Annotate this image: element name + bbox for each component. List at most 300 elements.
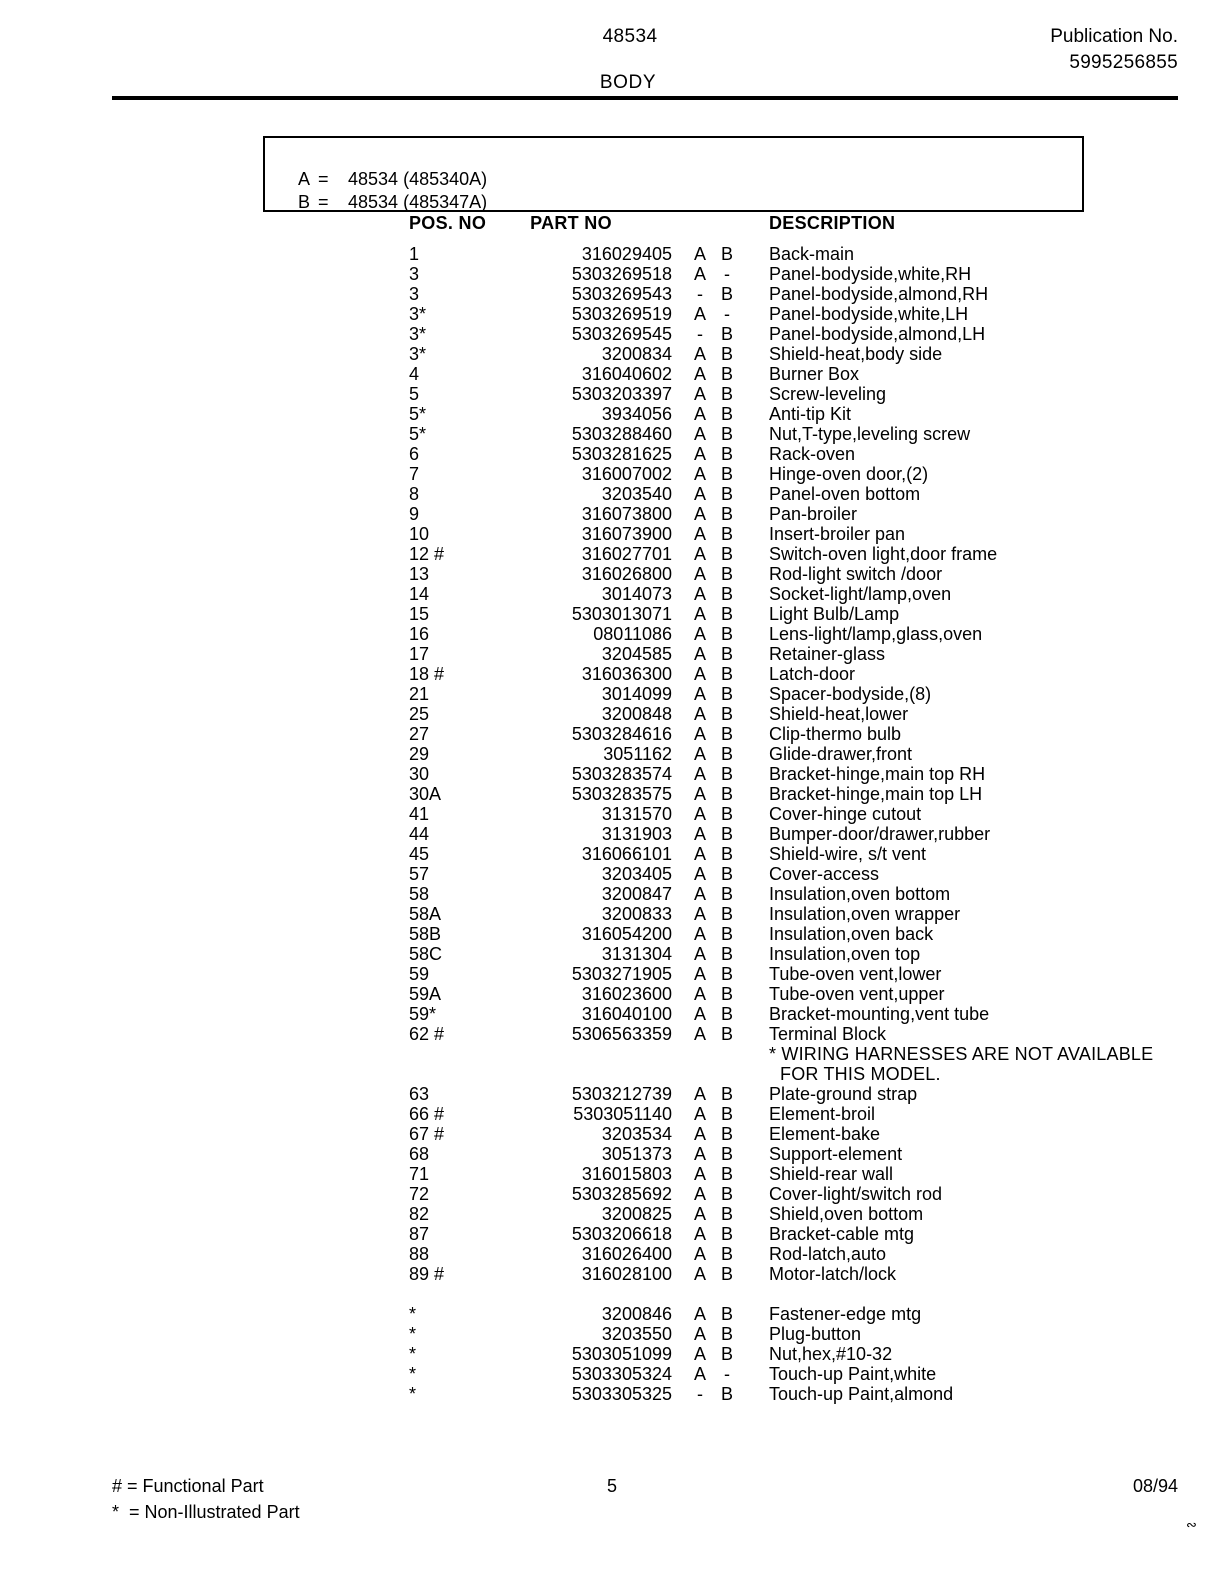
table-row xyxy=(0,804,1224,824)
cell-model-a: A xyxy=(693,824,706,844)
cell-part-no: 3203534 xyxy=(601,1124,672,1144)
cell-model-b: B xyxy=(720,744,733,764)
cell-pos-no: 5 xyxy=(409,384,420,404)
cell-model-b: B xyxy=(720,1304,733,1324)
cell-pos-no: * xyxy=(409,1324,417,1344)
cell-part-no: 5303288460 xyxy=(571,424,672,444)
cell-model-b: B xyxy=(720,1384,733,1404)
cell-model-b: B xyxy=(720,1244,733,1264)
cell-part-no: 3131570 xyxy=(601,804,672,824)
cell-pos-no: * xyxy=(409,1304,417,1324)
scan-artifact-mark: ∾ xyxy=(1186,1517,1197,1532)
cell-model-a: - xyxy=(697,284,703,304)
cell-part-no: 316026800 xyxy=(581,564,672,584)
cell-pos-no: 3* xyxy=(409,344,427,364)
model-number: 48534 xyxy=(602,26,658,47)
cell-description: Bracket-hinge,main top RH xyxy=(769,764,986,784)
cell-model-a: A xyxy=(693,924,706,944)
cell-model-b: B xyxy=(720,1144,733,1164)
table-row xyxy=(0,404,1224,424)
cell-pos-no: 12 # xyxy=(409,544,445,564)
cell-model-b: B xyxy=(720,664,733,684)
cell-model-b: B xyxy=(720,704,733,724)
cell-pos-no: 88 xyxy=(409,1244,430,1264)
cell-part-no: 3200833 xyxy=(601,904,672,924)
cell-part-no: 3200825 xyxy=(601,1204,672,1224)
cell-model-b: B xyxy=(720,564,733,584)
cell-pos-no: 71 xyxy=(409,1164,430,1184)
cell-part-no: 5303283575 xyxy=(571,784,672,804)
table-row xyxy=(0,424,1224,444)
cell-part-no: 316040100 xyxy=(581,1004,672,1024)
table-row xyxy=(0,364,1224,384)
cell-model-b: B xyxy=(720,764,733,784)
cell-description: Lens-light/lamp,glass,oven xyxy=(769,624,983,644)
cell-description: Clip-thermo bulb xyxy=(769,724,902,744)
cell-part-no: 316073800 xyxy=(581,504,672,524)
table-row xyxy=(0,1204,1224,1224)
cell-model-a: - xyxy=(697,1384,703,1404)
cell-pos-no: 15 xyxy=(409,604,430,624)
cell-model-b: B xyxy=(720,1084,733,1104)
cell-model-a: A xyxy=(693,1264,706,1284)
cell-description: Shield,oven bottom xyxy=(769,1204,924,1224)
cell-model-b: B xyxy=(720,964,733,984)
cell-description: Nut,hex,#10-32 xyxy=(769,1344,893,1364)
cell-part-no: 5303271905 xyxy=(571,964,672,984)
cell-part-no: 316036300 xyxy=(581,664,672,684)
cell-part-no: 3200848 xyxy=(601,704,672,724)
cell-model-b: B xyxy=(720,904,733,924)
cell-model-a: A xyxy=(693,244,706,264)
table-row xyxy=(0,1024,1224,1044)
cell-model-a: A xyxy=(693,1024,706,1044)
cell-pos-no: 10 xyxy=(409,524,430,544)
cell-description: Cover-hinge cutout xyxy=(769,804,922,824)
page-footer xyxy=(0,1460,1224,1584)
cell-description: Back-main xyxy=(769,244,855,264)
cell-description: Anti-tip Kit xyxy=(769,404,852,424)
cell-model-a: A xyxy=(693,1324,706,1344)
cell-model-a: A xyxy=(693,984,706,1004)
cell-description: Element-bake xyxy=(769,1124,881,1144)
table-row xyxy=(0,664,1224,684)
cell-pos-no: 18 # xyxy=(409,664,445,684)
cell-model-a: A xyxy=(693,584,706,604)
table-row xyxy=(0,1244,1224,1264)
cell-part-no: 316029405 xyxy=(581,244,672,264)
table-row xyxy=(0,764,1224,784)
cell-pos-no: * xyxy=(409,1344,417,1364)
cell-description: Plate-ground strap xyxy=(769,1084,918,1104)
cell-pos-no: 3 xyxy=(409,284,420,304)
cell-part-no: 5303281625 xyxy=(571,444,672,464)
cell-description: Burner Box xyxy=(769,364,860,384)
table-row xyxy=(0,1124,1224,1144)
cell-model-b: B xyxy=(720,1104,733,1124)
cell-model-a: A xyxy=(693,444,706,464)
table-row xyxy=(0,704,1224,724)
cell-part-no: 3051373 xyxy=(601,1144,672,1164)
cell-model-a: A xyxy=(693,804,706,824)
table-row xyxy=(0,944,1224,964)
table-row xyxy=(0,784,1224,804)
cell-description: Rod-latch,auto xyxy=(769,1244,887,1264)
cell-part-no: 3200846 xyxy=(601,1304,672,1324)
cell-model-a: A xyxy=(693,424,706,444)
cell-part-no: 316023600 xyxy=(581,984,672,1004)
cell-pos-no: 66 # xyxy=(409,1104,445,1124)
cell-pos-no: 3* xyxy=(409,324,427,344)
cell-part-no: 316040602 xyxy=(581,364,672,384)
cell-model-a: A xyxy=(693,1124,706,1144)
cell-pos-no: 16 xyxy=(409,624,430,644)
cell-model-a: A xyxy=(693,704,706,724)
cell-model-a: A xyxy=(693,664,706,684)
cell-pos-no: 58 xyxy=(409,884,430,904)
cell-model-b: B xyxy=(720,464,733,484)
cell-model-b: B xyxy=(720,1164,733,1184)
cell-model-b: B xyxy=(720,624,733,644)
cell-part-no: 5303305325 xyxy=(571,1384,672,1404)
cell-model-a: A xyxy=(693,964,706,984)
table-row xyxy=(0,1364,1224,1384)
cell-description: Insulation,oven top xyxy=(769,944,921,964)
cell-pos-no: 29 xyxy=(409,744,430,764)
cell-part-no: 5303269543 xyxy=(571,284,672,304)
cell-model-b: B xyxy=(720,1024,733,1044)
cell-pos-no: 8 xyxy=(409,484,420,504)
footer-functional-part-legend: # = Functional Part xyxy=(112,1476,264,1496)
cell-description: Panel-bodyside,almond,LH xyxy=(769,324,986,344)
cell-model-a: A xyxy=(693,624,706,644)
cell-part-no: 08011086 xyxy=(593,624,672,644)
cell-model-a: A xyxy=(693,1084,706,1104)
cell-part-no: 316028100 xyxy=(581,1264,672,1284)
cell-pos-no: 89 # xyxy=(409,1264,445,1284)
cell-model-a: A xyxy=(693,1364,706,1384)
table-row xyxy=(0,1384,1224,1404)
cell-model-a: A xyxy=(693,464,706,484)
table-row xyxy=(0,744,1224,764)
table-row xyxy=(0,584,1224,604)
cell-description: Rack-oven xyxy=(769,444,856,464)
legend-equals-b: = xyxy=(318,192,329,212)
cell-model-a: A xyxy=(693,1104,706,1124)
cell-part-no: 3131903 xyxy=(601,824,672,844)
cell-pos-no: 3 xyxy=(409,264,420,284)
cell-description: Shield-heat,body side xyxy=(769,344,943,364)
cell-pos-no: 62 # xyxy=(409,1024,445,1044)
cell-pos-no: 3* xyxy=(409,304,427,324)
cell-pos-no: 4 xyxy=(409,364,420,384)
table-row xyxy=(0,244,1224,264)
table-row xyxy=(0,344,1224,364)
cell-model-b: B xyxy=(720,984,733,1004)
cell-model-a: A xyxy=(693,1224,706,1244)
table-row xyxy=(0,304,1224,324)
cell-part-no: 3014073 xyxy=(601,584,672,604)
cell-description: Tube-oven vent,lower xyxy=(769,964,942,984)
cell-part-no: 3014099 xyxy=(601,684,672,704)
table-row xyxy=(0,864,1224,884)
cell-pos-no: 58A xyxy=(409,904,442,924)
cell-pos-no: 44 xyxy=(409,824,430,844)
table-row xyxy=(0,1104,1224,1124)
cell-model-a: A xyxy=(693,1304,706,1324)
cell-pos-no: 67 # xyxy=(409,1124,445,1144)
legend-value-b: 48534 (485347A) xyxy=(348,192,488,212)
cell-description: Plug-button xyxy=(769,1324,862,1344)
cell-part-no: 5303283574 xyxy=(571,764,672,784)
cell-model-b: B xyxy=(720,344,733,364)
cell-description: Shield-wire, s/t vent xyxy=(769,844,927,864)
cell-description: Panel-bodyside,almond,RH xyxy=(769,284,989,304)
cell-description: Nut,T-type,leveling screw xyxy=(769,424,971,444)
legend-key-b: B xyxy=(298,192,311,212)
column-header-pos-no: POS. NO xyxy=(409,213,487,233)
table-row xyxy=(0,1084,1224,1104)
cell-model-a: A xyxy=(693,264,706,284)
cell-description: Screw-leveling xyxy=(769,384,887,404)
cell-pos-no: 6 xyxy=(409,444,420,464)
cell-description: Bracket-cable mtg xyxy=(769,1224,915,1244)
cell-model-a: A xyxy=(693,384,706,404)
cell-model-b: - xyxy=(724,1364,730,1384)
cell-model-a: A xyxy=(693,724,706,744)
cell-model-b: B xyxy=(720,544,733,564)
table-row xyxy=(0,484,1224,504)
cell-pos-no: 17 xyxy=(409,644,430,664)
cell-model-b: B xyxy=(720,504,733,524)
table-row xyxy=(0,264,1224,284)
cell-description: Switch-oven light,door frame xyxy=(769,544,998,564)
footer-non-illustrated-legend: * = Non-Illustrated Part xyxy=(112,1502,300,1522)
legend-value-a: 48534 (485340A) xyxy=(348,169,488,189)
cell-description: Bumper-door/drawer,rubber xyxy=(769,824,991,844)
cell-part-no: 5303305324 xyxy=(571,1364,672,1384)
cell-part-no: 5303269545 xyxy=(571,324,672,344)
cell-pos-no: 9 xyxy=(409,504,420,524)
cell-pos-no: 59 xyxy=(409,964,430,984)
cell-description: Panel-bodyside,white,LH xyxy=(769,304,969,324)
cell-description: Bracket-hinge,main top LH xyxy=(769,784,983,804)
cell-pos-no: 13 xyxy=(409,564,430,584)
cell-description: Glide-drawer,front xyxy=(769,744,913,764)
cell-pos-no: 27 xyxy=(409,724,430,744)
cell-part-no: 5303269518 xyxy=(571,264,672,284)
cell-model-b: B xyxy=(720,404,733,424)
cell-model-a: A xyxy=(693,944,706,964)
table-header-row xyxy=(0,213,1224,233)
cell-pos-no: * xyxy=(409,1364,417,1384)
table-row xyxy=(0,824,1224,844)
cell-model-b: B xyxy=(720,804,733,824)
cell-description: Element-broil xyxy=(769,1104,876,1124)
table-row xyxy=(0,1224,1224,1244)
cell-model-b: B xyxy=(720,1204,733,1224)
cell-pos-no: 5* xyxy=(409,404,427,424)
cell-description: Insulation,oven back xyxy=(769,924,934,944)
cell-model-a: A xyxy=(693,1144,706,1164)
cell-model-a: A xyxy=(693,864,706,884)
cell-model-a: A xyxy=(693,364,706,384)
cell-description: Shield-rear wall xyxy=(769,1164,894,1184)
column-header-part-no: PART NO xyxy=(530,213,612,233)
table-row xyxy=(0,544,1224,564)
cell-model-b: B xyxy=(720,484,733,504)
table-row xyxy=(0,324,1224,344)
cell-part-no: 5303269519 xyxy=(571,304,672,324)
column-header-description: DESCRIPTION xyxy=(769,213,896,233)
cell-description: Shield-heat,lower xyxy=(769,704,909,724)
cell-model-b: B xyxy=(720,644,733,664)
cell-model-b: B xyxy=(720,1124,733,1144)
cell-part-no: 5303051140 xyxy=(573,1104,672,1124)
cell-model-b: B xyxy=(720,924,733,944)
table-row xyxy=(0,1304,1224,1324)
cell-model-b: B xyxy=(720,424,733,444)
cell-pos-no: 82 xyxy=(409,1204,430,1224)
cell-part-no: 3131304 xyxy=(601,944,672,964)
cell-model-b: B xyxy=(720,364,733,384)
cell-model-b: B xyxy=(720,844,733,864)
cell-part-no: 3203405 xyxy=(601,864,672,884)
cell-model-b: B xyxy=(720,444,733,464)
cell-model-a: A xyxy=(693,504,706,524)
cell-model-b: B xyxy=(720,1004,733,1024)
cell-model-a: A xyxy=(693,564,706,584)
cell-model-a: A xyxy=(693,604,706,624)
cell-pos-no: 1 xyxy=(409,244,420,264)
page-header xyxy=(0,0,1224,110)
cell-description: Light Bulb/Lamp xyxy=(769,604,900,624)
legend-equals-a: = xyxy=(318,169,329,189)
cell-model-a: A xyxy=(693,524,706,544)
cell-part-no: 316007002 xyxy=(581,464,672,484)
table-row xyxy=(0,1264,1224,1284)
cell-model-a: A xyxy=(693,1004,706,1024)
cell-part-no: 316015803 xyxy=(581,1164,672,1184)
table-row xyxy=(0,1344,1224,1364)
cell-part-no: 3934056 xyxy=(601,404,672,424)
table-row xyxy=(0,1164,1224,1184)
cell-model-b: B xyxy=(720,684,733,704)
cell-pos-no: 57 xyxy=(409,864,430,884)
cell-model-a: A xyxy=(693,784,706,804)
table-row xyxy=(0,1324,1224,1344)
cell-model-b: - xyxy=(724,264,730,284)
cell-pos-no: 59* xyxy=(409,1004,437,1024)
publication-number: 5995256855 xyxy=(1069,52,1178,73)
cell-part-no: 5303051099 xyxy=(571,1344,672,1364)
cell-part-no: 3204585 xyxy=(601,644,672,664)
cell-model-a: A xyxy=(693,884,706,904)
table-row xyxy=(0,524,1224,544)
table-row xyxy=(0,504,1224,524)
cell-description: Cover-access xyxy=(769,864,880,884)
table-row xyxy=(0,964,1224,984)
table-row xyxy=(0,844,1224,864)
cell-pos-no: 7 xyxy=(409,464,420,484)
cell-model-b: B xyxy=(720,1184,733,1204)
table-row xyxy=(0,284,1224,304)
table-row xyxy=(0,384,1224,404)
cell-model-b: B xyxy=(720,1344,733,1364)
legend-key-a: A xyxy=(298,169,311,189)
cell-model-a: A xyxy=(693,344,706,364)
cell-model-a: A xyxy=(693,764,706,784)
cell-model-a: A xyxy=(693,904,706,924)
cell-description: Fastener-edge mtg xyxy=(769,1304,922,1324)
cell-model-b: B xyxy=(720,584,733,604)
cell-description: Tube-oven vent,upper xyxy=(769,984,945,1004)
cell-pos-no: 14 xyxy=(409,584,430,604)
cell-model-b: B xyxy=(720,884,733,904)
table-row xyxy=(0,604,1224,624)
table-row xyxy=(0,1144,1224,1164)
table-row xyxy=(0,1184,1224,1204)
table-row xyxy=(0,444,1224,464)
cell-description: Hinge-oven door,(2) xyxy=(769,464,929,484)
cell-model-b: B xyxy=(720,524,733,544)
cell-pos-no: 58C xyxy=(409,944,443,964)
cell-pos-no: 5* xyxy=(409,424,427,444)
cell-model-b: B xyxy=(720,864,733,884)
cell-pos-no: 41 xyxy=(409,804,430,824)
cell-description: Panel-bodyside,white,RH xyxy=(769,264,972,284)
cell-pos-no: 30 xyxy=(409,764,430,784)
table-row xyxy=(0,724,1224,744)
model-legend-box xyxy=(263,136,1084,212)
table-row xyxy=(0,624,1224,644)
cell-description: Insulation,oven wrapper xyxy=(769,904,961,924)
cell-part-no: 5303013071 xyxy=(571,604,672,624)
cell-description: Pan-broiler xyxy=(769,504,858,524)
cell-model-b: B xyxy=(720,784,733,804)
publication-label: Publication No. xyxy=(1050,26,1178,47)
cell-description: Motor-latch/lock xyxy=(769,1264,897,1284)
cell-model-b: B xyxy=(720,944,733,964)
cell-model-b: B xyxy=(720,604,733,624)
cell-part-no: 3203550 xyxy=(601,1324,672,1344)
cell-model-a: A xyxy=(693,684,706,704)
cell-model-a: A xyxy=(693,644,706,664)
cell-description: Support-element xyxy=(769,1144,903,1164)
cell-part-no: 316027701 xyxy=(581,544,672,564)
cell-part-no: 3200847 xyxy=(601,884,672,904)
cell-model-a: A xyxy=(693,1204,706,1224)
table-row xyxy=(0,1004,1224,1024)
cell-model-a: A xyxy=(693,544,706,564)
cell-model-b: B xyxy=(720,244,733,264)
cell-description: Cover-light/switch rod xyxy=(769,1184,943,1204)
cell-part-no: 316054200 xyxy=(581,924,672,944)
cell-pos-no: * xyxy=(409,1384,417,1404)
cell-model-b: B xyxy=(720,284,733,304)
cell-model-b: B xyxy=(720,824,733,844)
cell-part-no: 316073900 xyxy=(581,524,672,544)
footer-page-number: 5 xyxy=(606,1476,617,1496)
cell-model-a: A xyxy=(693,404,706,424)
section-title: BODY xyxy=(599,72,657,93)
cell-model-b: B xyxy=(720,1264,733,1284)
cell-description: Insulation,oven bottom xyxy=(769,884,951,904)
cell-description: Insert-broiler pan xyxy=(769,524,906,544)
wiring-harness-note-line-2: FOR THIS MODEL. xyxy=(780,1064,941,1084)
cell-model-b: B xyxy=(720,384,733,404)
cell-pos-no: 68 xyxy=(409,1144,430,1164)
